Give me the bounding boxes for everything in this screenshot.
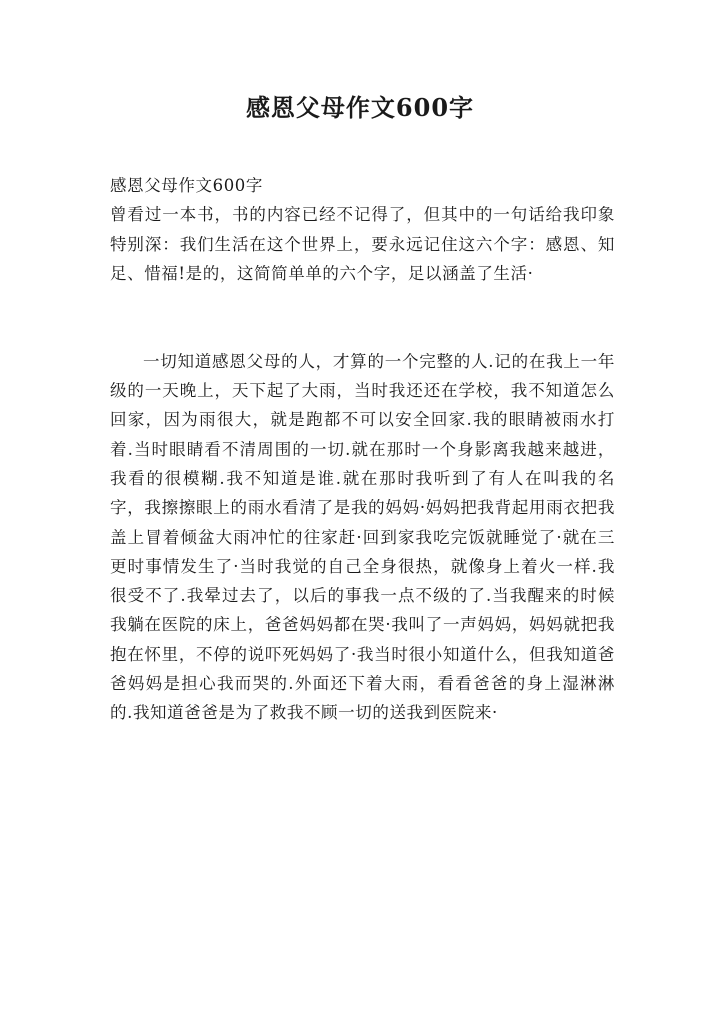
paragraph-story: 一切知道感恩父母的人，才算的一个完整的人.记的在我上一年级的一天晚上，天下起了大雨，当时我还还在学校，我不知道怎么回家，因为雨很大，就是跑都不可以安全回家.我的眼睛被雨水打着.当时眼睛看不清周围的一切.就在那时一个身影离我越来越进，我看的很模糊.我不知道是谁.就在那时我听到了有人在叫我的名字，我擦擦眼上的雨水看清了是我的妈妈·妈妈把我背起用雨衣把我盖上冒着倾盆大雨冲忙的往家赶·回到家我吃完饭就睡觉了·就在三更时事情发生了·当时我觉的自己全身很热，就像身上着火一样.我很受不了.我晕过去了，以后的事我一点不级的了.当我醒来的时候我躺在医院的床上，爸爸妈妈都在哭·我叫了一声妈妈，妈妈就把我抱在怀里，不停的说吓死妈妈了·我当时很小知道什么，但我知道爸爸妈妈是担心我而哭的.外面还下着大雨，看看爸爸的身上湿淋淋的.我知道爸爸是为了救我不顾一切的送我到医院来· [110, 351, 615, 723]
document-body [110, 171, 615, 728]
paragraph-spacer [110, 288, 615, 347]
document-subtitle: 感恩父母作文600字 [110, 176, 263, 195]
document-title: 感恩父母作文600字 [245, 93, 475, 122]
paragraph-intro: 曾看过一本书，书的内容已经不记得了，但其中的一句话给我印象特别深：我们生活在这个世界上，要永远记住这六个字：感恩、知足、惜福!是的，这简简单单的六个字，足以涵盖了生活· [110, 205, 615, 283]
